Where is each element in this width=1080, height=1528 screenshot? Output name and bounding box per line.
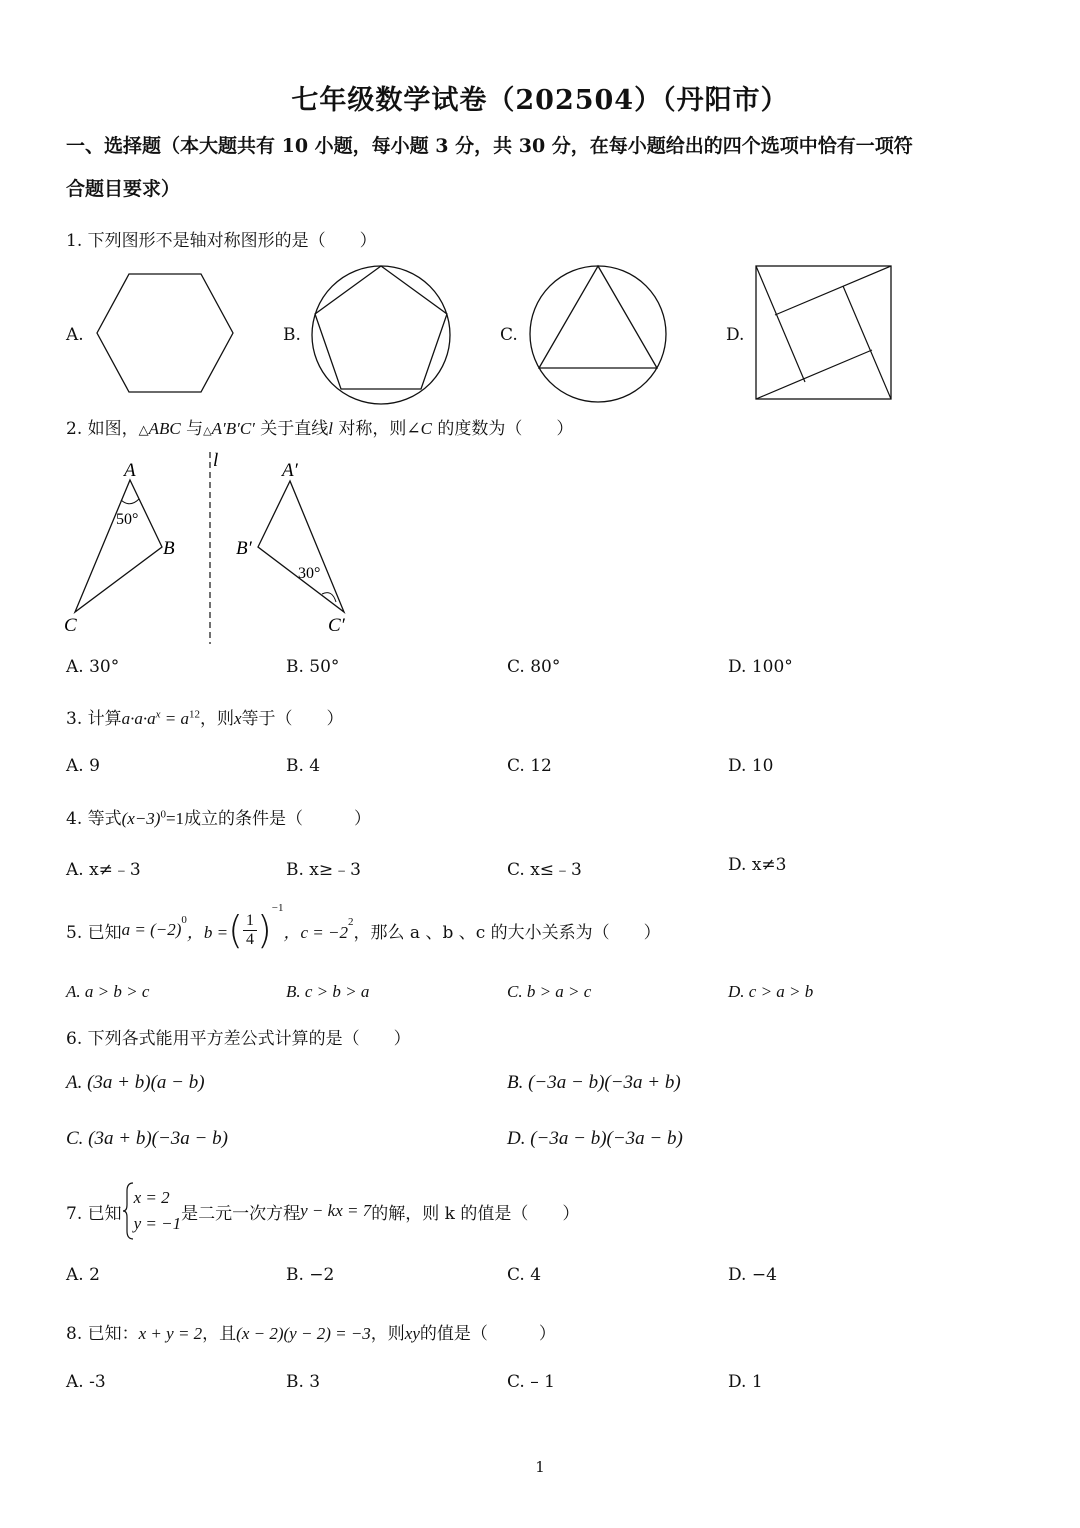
q7-option-c: C. 4 — [507, 1265, 542, 1285]
label-l: l — [213, 450, 219, 471]
label-c-prime: C′ — [328, 615, 345, 636]
q7-eq2: y = −1 — [133, 1214, 182, 1233]
q3-option-b: B. 4 — [286, 756, 321, 776]
q7-eq1: x = 2 — [133, 1188, 170, 1207]
q8-stem-mid2: ，则 — [370, 1324, 405, 1344]
q2-stem-prefix: 2. 如图， — [66, 419, 139, 439]
q5-fraction — [243, 912, 257, 949]
question-2-stem — [66, 414, 573, 439]
q2-triangle-abc: ABC — [148, 419, 181, 438]
q5-c-exp: 2 — [348, 916, 354, 928]
q4-expr: (x−3) — [121, 809, 161, 828]
q3-eq: = a — [160, 709, 189, 728]
q7-option-a: A. 2 — [66, 1265, 100, 1285]
angle-30-label: 30° — [298, 565, 321, 582]
label-a-prime: A′ — [282, 460, 298, 481]
q3-expr: a·a·a — [121, 709, 156, 728]
page-title: 七年级数学试卷（202504）（丹阳市） — [291, 85, 789, 116]
left-paren-icon: ( — [228, 908, 243, 952]
q3-exp-12: 12 — [189, 708, 200, 721]
q2-stem-tail: 的度数为（ ） — [432, 419, 574, 439]
q3-option-a: A. 9 — [66, 756, 100, 776]
q3-var: x — [234, 709, 242, 728]
q4-stem-end: 成立的条件是（ ） — [184, 809, 372, 829]
q5-b-exp: −1 — [271, 902, 284, 914]
question-3-stem — [66, 704, 344, 729]
q5-frac-bot: 4 — [245, 930, 254, 948]
q1-option-b-label: B. — [283, 325, 301, 345]
q5-stem-end: ，那么 a 、b 、c 的大小关系为（ ） — [353, 922, 661, 943]
label-c: C — [64, 615, 77, 636]
q8-xy: xy — [404, 1324, 420, 1343]
q4-option-c: C. x≤﹣3 — [507, 860, 582, 880]
q7-stem-mid: 是二元一次方程 — [181, 1203, 301, 1224]
q5-c-expr: ，c = −2 — [283, 922, 348, 942]
q5-frac-top: 1 — [243, 912, 257, 931]
q2-stem-suffix: 关于直线 — [254, 419, 329, 439]
q8-option-a: A. -3 — [66, 1372, 106, 1392]
q8-eq2: (x − 2)(y − 2) = −3 — [236, 1324, 371, 1343]
hexagon-figure — [95, 272, 235, 394]
label-b-prime: B′ — [236, 538, 252, 559]
q4-exp: 0 — [160, 808, 166, 821]
question-1-stem: 1. 下列图形不是轴对称图形的是（ ） — [66, 231, 377, 251]
q2-line-l: l — [328, 419, 334, 438]
circle-pentagon-figure — [310, 264, 452, 406]
q8-eq1: x + y = 2 — [138, 1324, 203, 1343]
section-heading: 一、选择题（本大题共有 10 小题，每小题 3 分，共 30 分，在每小题给出的四个选项中恰有一项符 — [66, 135, 913, 157]
q4-eq: =1 — [165, 809, 185, 828]
q3-stem-prefix: 3. 计算 — [66, 709, 122, 729]
question-5-stem — [66, 900, 661, 960]
q2-option-d: D. 100° — [728, 657, 793, 677]
q5-option-c: C. b > a > c — [507, 982, 592, 1001]
q4-option-b: B. x≥﹣3 — [286, 860, 361, 880]
q2-option-b: B. 50° — [286, 657, 340, 677]
triangle-symbol-icon: △ — [138, 423, 149, 438]
q2-stem-mid: 与 — [180, 419, 204, 439]
q2-option-a: A. 30° — [66, 657, 120, 677]
left-brace-icon — [122, 1181, 134, 1241]
q5-stem-prefix: 5. 已知 — [66, 922, 122, 943]
q3-option-c: C. 12 — [507, 756, 552, 776]
question-4-stem — [66, 804, 371, 829]
q2-option-c: C. 80° — [507, 657, 561, 677]
q7-equation: y − kx = 7 — [300, 1201, 372, 1220]
q8-option-d: D. 1 — [728, 1372, 763, 1392]
page-number: 1 — [535, 1458, 545, 1476]
q2-angle-c: C — [420, 419, 433, 438]
triangle-symbol-icon-2: △ — [203, 424, 212, 437]
q6-option-c: C. (3a + b)(−3a − b) — [66, 1128, 228, 1149]
q7-stem-prefix: 7. 已知 — [66, 1203, 122, 1224]
question-7-stem — [66, 1180, 579, 1242]
q3-stem-end: 等于（ ） — [241, 709, 344, 729]
q8-option-c: C. – 1 — [507, 1372, 555, 1392]
q6-option-b: B. (−3a − b)(−3a + b) — [507, 1072, 681, 1093]
q1-option-c-label: C. — [500, 325, 518, 345]
q5-option-d: D. c > a > b — [728, 982, 814, 1001]
q6-option-d: D. (−3a − b)(−3a − b) — [507, 1128, 683, 1149]
q4-stem-prefix: 4. 等式 — [66, 809, 122, 829]
q2-triangle-abc-prime: A′B′C′ — [211, 419, 255, 438]
q1-option-d-label: D. — [726, 325, 745, 345]
q4-option-a: A. x≠﹣3 — [66, 860, 141, 880]
section-heading-cont: 合题目要求） — [66, 178, 181, 200]
q4-option-d: D. x≠3 — [728, 855, 787, 875]
circle-triangle-figure — [528, 264, 668, 404]
question-8-stem — [66, 1319, 556, 1344]
q1-option-a-label: A. — [66, 325, 84, 345]
q5-option-b: B. c > b > a — [286, 982, 370, 1001]
label-a: A — [124, 460, 136, 481]
question-6-stem: 6. 下列各式能用平方差公式计算的是（ ） — [66, 1029, 411, 1049]
q7-stem-end: 的解，则 k 的值是（ ） — [371, 1203, 580, 1224]
q5-b-pre: ，b = — [186, 922, 229, 942]
q7-option-b: B. −2 — [286, 1265, 335, 1285]
q8-stem-prefix: 8. 已知： — [66, 1324, 139, 1344]
q3-stem-mid: ，则 — [200, 709, 234, 729]
label-b: B — [163, 538, 175, 559]
q5-a-expr: a = (−2) — [121, 920, 182, 939]
angle-50-label: 50° — [116, 511, 139, 528]
q3-option-d: D. 10 — [728, 756, 774, 776]
q7-system — [134, 1185, 182, 1237]
q8-option-b: B. 3 — [286, 1372, 321, 1392]
symmetric-triangles-figure — [60, 448, 360, 648]
q7-option-d: D. −4 — [728, 1265, 777, 1285]
q5-option-a: A. a > b > c — [66, 982, 150, 1001]
q6-option-a: A. (3a + b)(a − b) — [66, 1072, 205, 1093]
q8-stem-mid: ，且 — [202, 1324, 237, 1344]
q5-a-exp: 0 — [181, 914, 187, 926]
q2-stem-end: 对称，则∠ — [333, 419, 421, 439]
right-paren-icon: ) — [256, 908, 272, 952]
q3-exp-x: x — [155, 708, 161, 721]
q8-stem-end: 的值是（ ） — [419, 1324, 556, 1344]
square-pinwheel-figure — [755, 265, 893, 401]
